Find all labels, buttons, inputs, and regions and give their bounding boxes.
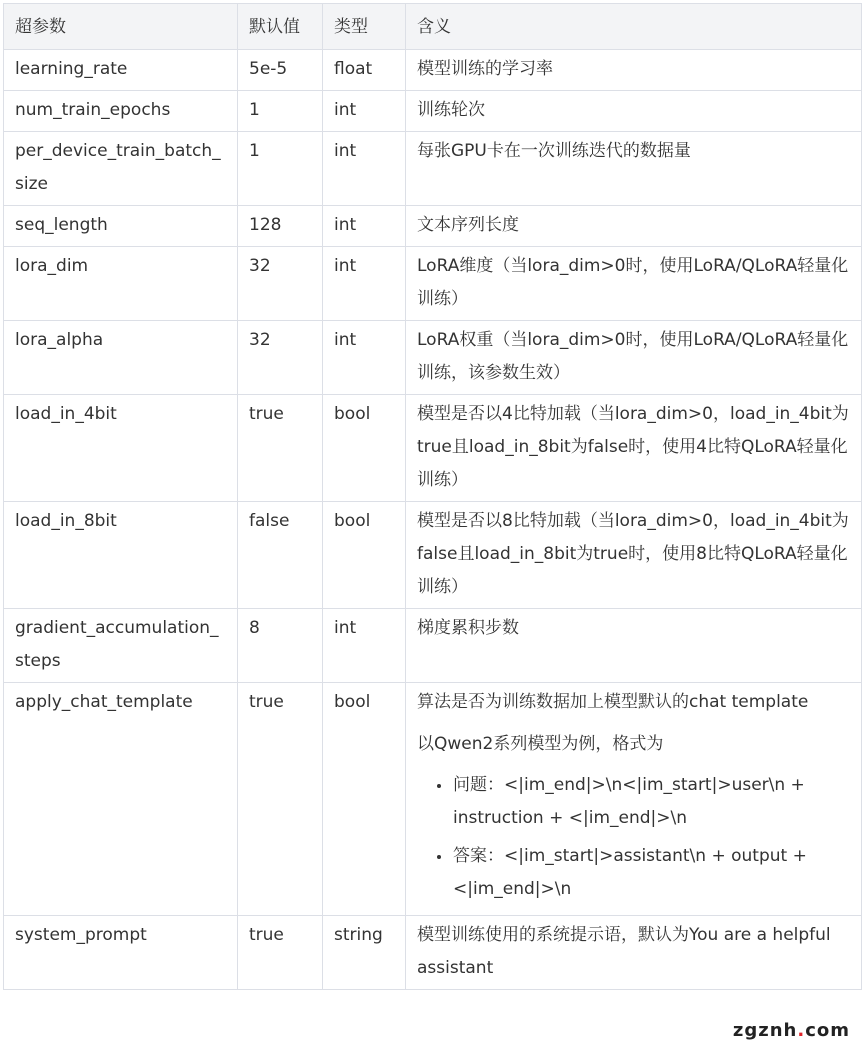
- desc-text: LoRA权重（当lora_dim>0时，使用LoRA/QLoRA轻量化训练，该参数生效）: [417, 330, 849, 383]
- list-item: 问题：<|im_end|>\n<|im_start|>user\n + instruction + <|im_end|>\n: [433, 769, 850, 835]
- param-desc: [406, 321, 862, 395]
- header-type: 类型: [323, 4, 406, 50]
- param-desc: [406, 132, 862, 206]
- param-name: load_in_8bit: [4, 502, 238, 609]
- param-default: 8: [238, 609, 323, 683]
- param-name: seq_length: [4, 206, 238, 247]
- desc-text: 算法是否为训练数据加上模型默认的chat template: [417, 692, 809, 712]
- format-list: [417, 769, 850, 906]
- param-default: false: [238, 502, 323, 609]
- param-name: per_device_train_batch_size: [4, 132, 238, 206]
- param-name: lora_dim: [4, 247, 238, 321]
- site-watermark: [729, 1018, 854, 1043]
- param-default: 1: [238, 132, 323, 206]
- table-row: [4, 395, 862, 502]
- param-default: 32: [238, 247, 323, 321]
- table-row: [4, 50, 862, 91]
- param-desc: [406, 247, 862, 321]
- param-desc: [406, 502, 862, 609]
- param-desc: [406, 50, 862, 91]
- param-desc: [406, 91, 862, 132]
- param-name: num_train_epochs: [4, 91, 238, 132]
- table-row: [4, 916, 862, 990]
- param-default: true: [238, 683, 323, 916]
- table-row: [4, 91, 862, 132]
- header-default: 默认值: [238, 4, 323, 50]
- table-row: [4, 321, 862, 395]
- param-default: 5e-5: [238, 50, 323, 91]
- header-meaning: 含义: [406, 4, 862, 50]
- param-type: float: [323, 50, 406, 91]
- param-name: load_in_4bit: [4, 395, 238, 502]
- hyperparameter-table: [3, 3, 862, 990]
- table-header-row: [4, 4, 862, 50]
- desc-text: 模型训练使用的系统提示语，默认为You are a helpful assistant: [417, 925, 831, 978]
- list-item: 答案：<|im_start|>assistant\n + output + <|im_end|>\n: [433, 840, 850, 906]
- desc-text: 模型训练的学习率: [417, 59, 553, 79]
- desc-text: 文本序列长度: [417, 215, 519, 235]
- desc-text: 训练轮次: [417, 100, 485, 120]
- param-name: lora_alpha: [4, 321, 238, 395]
- param-name: system_prompt: [4, 916, 238, 990]
- watermark-dot: .: [797, 1020, 806, 1041]
- param-default: 128: [238, 206, 323, 247]
- table-row: [4, 609, 862, 683]
- param-type: int: [323, 247, 406, 321]
- watermark-prefix: zgznh: [732, 1020, 798, 1041]
- param-desc: [406, 683, 862, 916]
- param-default: true: [238, 916, 323, 990]
- table-row: [4, 132, 862, 206]
- param-desc: [406, 206, 862, 247]
- param-default: 32: [238, 321, 323, 395]
- desc-text: 以Qwen2系列模型为例，格式为: [417, 734, 664, 754]
- table-row: [4, 206, 862, 247]
- param-name: gradient_accumulation_steps: [4, 609, 238, 683]
- param-type: bool: [323, 395, 406, 502]
- desc-text: 梯度累积步数: [417, 618, 519, 638]
- desc-text: LoRA维度（当lora_dim>0时，使用LoRA/QLoRA轻量化训练）: [417, 256, 849, 309]
- param-type: bool: [323, 502, 406, 609]
- desc-text: 模型是否以4比特加载（当lora_dim>0，load_in_4bit为true且load_in_8bit为false时，使用4比特QLoRA轻量化训练）: [417, 404, 849, 490]
- param-type: string: [323, 916, 406, 990]
- desc-text: 模型是否以8比特加载（当lora_dim>0，load_in_4bit为false且load_in_8bit为true时，使用8比特QLoRA轻量化训练）: [417, 511, 849, 597]
- table-row: [4, 502, 862, 609]
- desc-text: 每张GPU卡在一次训练迭代的数据量: [417, 141, 691, 161]
- table-row: [4, 683, 862, 916]
- header-param: 超参数: [4, 4, 238, 50]
- watermark-suffix: com: [805, 1020, 850, 1041]
- table-row: [4, 247, 862, 321]
- param-name: learning_rate: [4, 50, 238, 91]
- param-desc: [406, 916, 862, 990]
- param-type: int: [323, 206, 406, 247]
- param-type: int: [323, 609, 406, 683]
- param-type: bool: [323, 683, 406, 916]
- param-type: int: [323, 132, 406, 206]
- param-default: 1: [238, 91, 323, 132]
- param-default: true: [238, 395, 323, 502]
- param-type: int: [323, 91, 406, 132]
- param-type: int: [323, 321, 406, 395]
- param-desc: [406, 609, 862, 683]
- param-name: apply_chat_template: [4, 683, 238, 916]
- param-desc: [406, 395, 862, 502]
